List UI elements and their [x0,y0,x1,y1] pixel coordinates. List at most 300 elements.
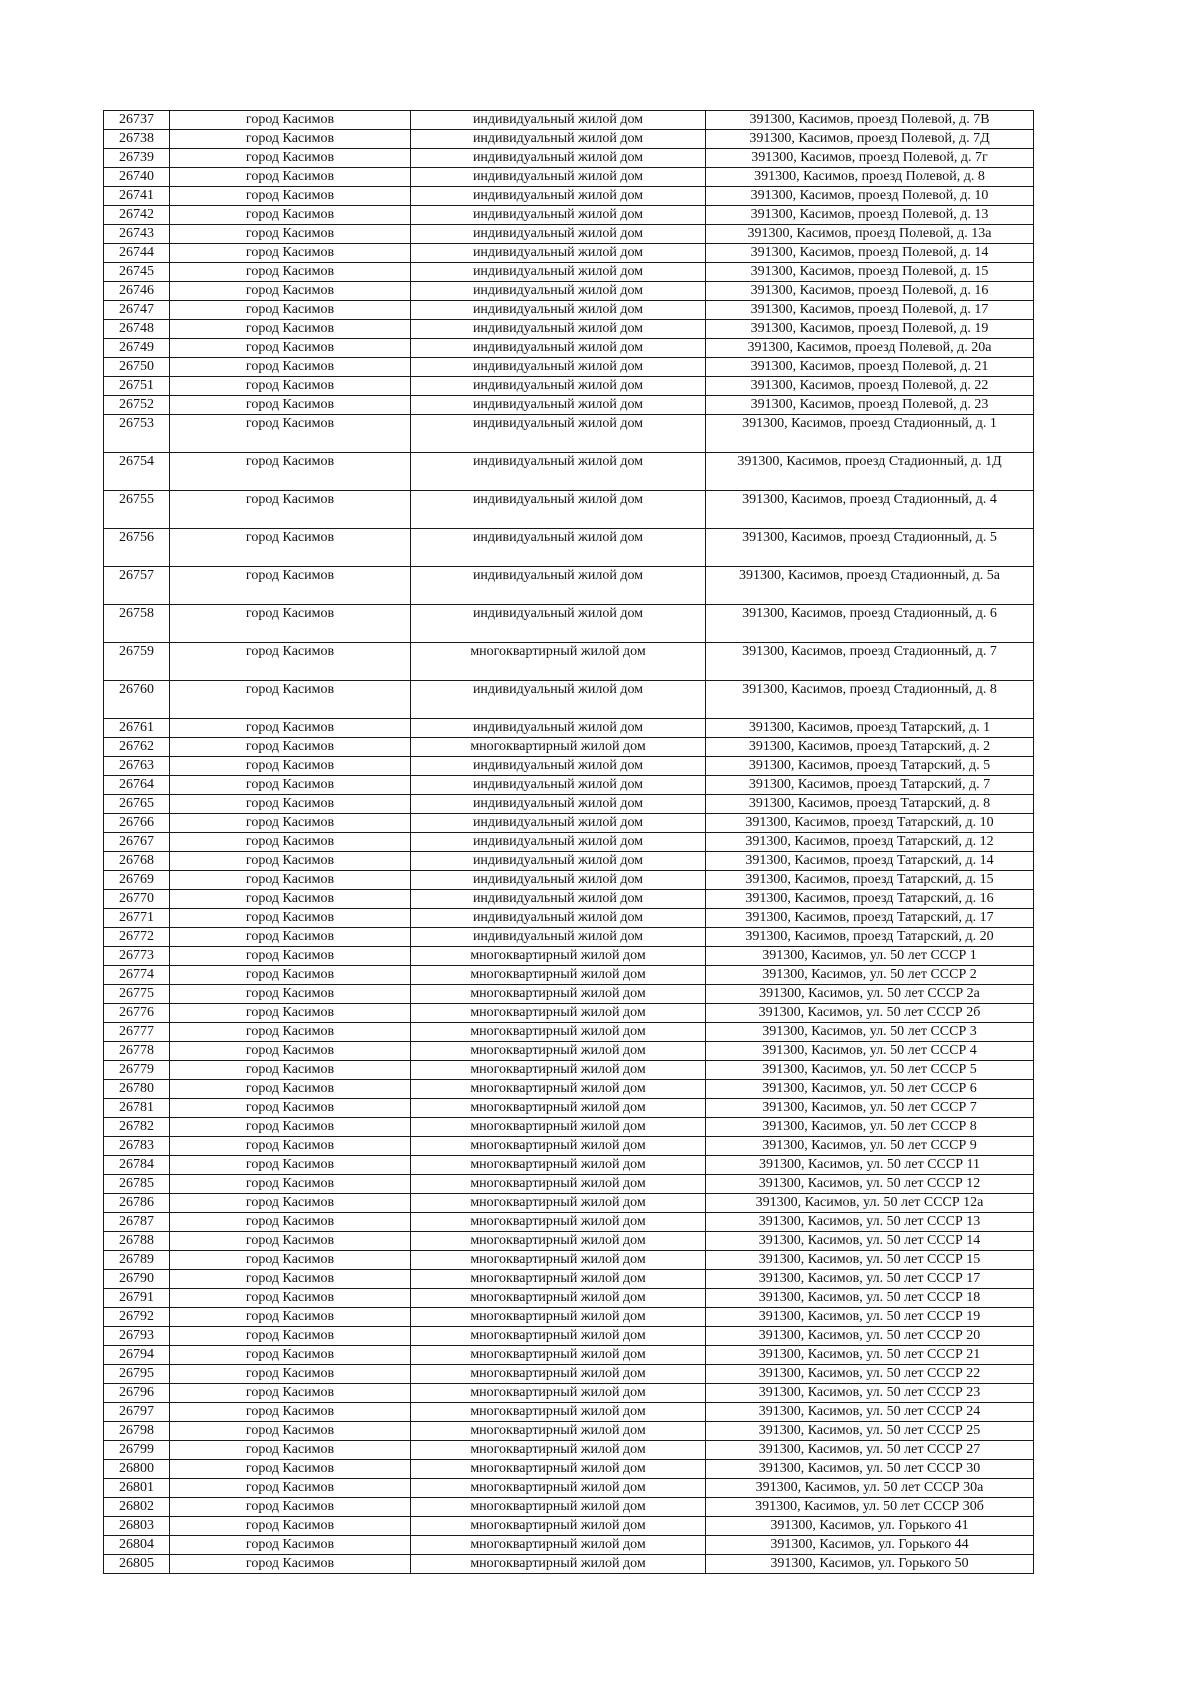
cell-locality: город Касимов [170,776,411,795]
cell-locality: город Касимов [170,1479,411,1498]
cell-address: 391300, Касимов, проезд Полевой, д. 13 [706,206,1034,225]
cell-address: 391300, Касимов, ул. 50 лет СССР 19 [706,1308,1034,1327]
cell-building-type: многоквартирный жилой дом [411,1498,706,1517]
cell-locality: город Касимов [170,1080,411,1099]
cell-building-type: многоквартирный жилой дом [411,1213,706,1232]
cell-address: 391300, Касимов, проезд Стадионный, д. 1 [706,415,1034,453]
cell-building-type: многоквартирный жилой дом [411,1365,706,1384]
cell-address: 391300, Касимов, ул. 50 лет СССР 24 [706,1403,1034,1422]
cell-address: 391300, Касимов, ул. 50 лет СССР 30а [706,1479,1034,1498]
cell-locality: город Касимов [170,814,411,833]
cell-locality: город Касимов [170,1460,411,1479]
table-row [104,149,1034,168]
cell-address: 391300, Касимов, проезд Полевой, д. 22 [706,377,1034,396]
table-row [104,1118,1034,1137]
cell-building-type: многоквартирный жилой дом [411,1042,706,1061]
cell-record-number: 26790 [104,1270,170,1289]
cell-record-number: 26773 [104,947,170,966]
table-row [104,282,1034,301]
table-row [104,453,1034,491]
cell-building-type: многоквартирный жилой дом [411,1441,706,1460]
table-row [104,1441,1034,1460]
cell-address: 391300, Касимов, ул. 50 лет СССР 6 [706,1080,1034,1099]
cell-address: 391300, Касимов, проезд Стадионный, д. 1Д [706,453,1034,491]
table-row [104,1061,1034,1080]
cell-record-number: 26800 [104,1460,170,1479]
cell-record-number: 26743 [104,225,170,244]
cell-record-number: 26772 [104,928,170,947]
cell-building-type: индивидуальный жилой дом [411,852,706,871]
table-row [104,1403,1034,1422]
cell-locality: город Касимов [170,985,411,1004]
cell-locality: город Касимов [170,1251,411,1270]
cell-building-type: многоквартирный жилой дом [411,1308,706,1327]
cell-address: 391300, Касимов, проезд Татарский, д. 17 [706,909,1034,928]
cell-building-type: многоквартирный жилой дом [411,1289,706,1308]
cell-locality: город Касимов [170,871,411,890]
cell-record-number: 26796 [104,1384,170,1403]
table-row [104,491,1034,529]
cell-locality: город Касимов [170,263,411,282]
cell-record-number: 26747 [104,301,170,320]
cell-building-type: многоквартирный жилой дом [411,985,706,1004]
cell-building-type: индивидуальный жилой дом [411,415,706,453]
cell-record-number: 26771 [104,909,170,928]
cell-building-type: многоквартирный жилой дом [411,643,706,681]
cell-building-type: индивидуальный жилой дом [411,795,706,814]
table-row [104,1289,1034,1308]
cell-record-number: 26795 [104,1365,170,1384]
cell-building-type: индивидуальный жилой дом [411,377,706,396]
cell-building-type: многоквартирный жилой дом [411,1004,706,1023]
cell-record-number: 26778 [104,1042,170,1061]
cell-locality: город Касимов [170,282,411,301]
cell-locality: город Касимов [170,852,411,871]
housing-registry-table [103,110,1034,1574]
table-row [104,1555,1034,1574]
cell-record-number: 26750 [104,358,170,377]
cell-locality: город Касимов [170,1270,411,1289]
cell-record-number: 26745 [104,263,170,282]
table-row [104,415,1034,453]
cell-locality: город Касимов [170,187,411,206]
cell-locality: город Касимов [170,738,411,757]
cell-building-type: многоквартирный жилой дом [411,966,706,985]
table-row [104,909,1034,928]
cell-building-type: многоквартирный жилой дом [411,1175,706,1194]
cell-address: 391300, Касимов, проезд Полевой, д. 7В [706,111,1034,130]
cell-locality: город Касимов [170,1422,411,1441]
table-row [104,396,1034,415]
cell-address: 391300, Касимов, проезд Полевой, д. 8 [706,168,1034,187]
cell-address: 391300, Касимов, ул. 50 лет СССР 2 [706,966,1034,985]
table-row [104,1080,1034,1099]
cell-building-type: многоквартирный жилой дом [411,1080,706,1099]
cell-address: 391300, Касимов, проезд Стадионный, д. 5а [706,567,1034,605]
cell-address: 391300, Касимов, ул. 50 лет СССР 22 [706,1365,1034,1384]
cell-building-type: индивидуальный жилой дом [411,339,706,358]
cell-building-type: многоквартирный жилой дом [411,1061,706,1080]
table-row [104,852,1034,871]
cell-address: 391300, Касимов, ул. 50 лет СССР 1 [706,947,1034,966]
cell-address: 391300, Касимов, проезд Татарский, д. 10 [706,814,1034,833]
table-row [104,320,1034,339]
table-row [104,1042,1034,1061]
cell-building-type: многоквартирный жилой дом [411,1517,706,1536]
cell-locality: город Касимов [170,1137,411,1156]
cell-address: 391300, Касимов, проезд Татарский, д. 8 [706,795,1034,814]
table-row [104,1175,1034,1194]
table-row [104,1213,1034,1232]
cell-address: 391300, Касимов, проезд Стадионный, д. 8 [706,681,1034,719]
cell-building-type: индивидуальный жилой дом [411,928,706,947]
cell-address: 391300, Касимов, ул. 50 лет СССР 13 [706,1213,1034,1232]
cell-building-type: многоквартирный жилой дом [411,1346,706,1365]
cell-record-number: 26758 [104,605,170,643]
cell-locality: город Касимов [170,1156,411,1175]
table-row [104,1536,1034,1555]
cell-record-number: 26765 [104,795,170,814]
cell-locality: город Касимов [170,111,411,130]
cell-record-number: 26776 [104,1004,170,1023]
table-row [104,377,1034,396]
cell-building-type: многоквартирный жилой дом [411,1460,706,1479]
cell-building-type: многоквартирный жилой дом [411,1232,706,1251]
table-row [104,1384,1034,1403]
cell-address: 391300, Касимов, ул. 50 лет СССР 12 [706,1175,1034,1194]
table-row [104,1422,1034,1441]
cell-locality: город Касимов [170,1536,411,1555]
cell-locality: город Касимов [170,1327,411,1346]
cell-locality: город Касимов [170,890,411,909]
cell-building-type: многоквартирный жилой дом [411,1023,706,1042]
cell-locality: город Касимов [170,643,411,681]
cell-address: 391300, Касимов, проезд Татарский, д. 2 [706,738,1034,757]
cell-building-type: многоквартирный жилой дом [411,947,706,966]
cell-building-type: многоквартирный жилой дом [411,1118,706,1137]
cell-address: 391300, Касимов, проезд Полевой, д. 7г [706,149,1034,168]
table-row [104,605,1034,643]
cell-locality: город Касимов [170,1232,411,1251]
cell-locality: город Касимов [170,1099,411,1118]
cell-locality: город Касимов [170,1061,411,1080]
table-row [104,244,1034,263]
table-row [104,871,1034,890]
cell-address: 391300, Касимов, ул. 50 лет СССР 4 [706,1042,1034,1061]
cell-record-number: 26738 [104,130,170,149]
cell-record-number: 26797 [104,1403,170,1422]
cell-address: 391300, Касимов, ул. 50 лет СССР 23 [706,1384,1034,1403]
cell-record-number: 26751 [104,377,170,396]
cell-locality: город Касимов [170,681,411,719]
cell-building-type: индивидуальный жилой дом [411,301,706,320]
cell-building-type: многоквартирный жилой дом [411,1422,706,1441]
cell-record-number: 26759 [104,643,170,681]
table-row [104,1479,1034,1498]
cell-building-type: многоквартирный жилой дом [411,1403,706,1422]
cell-address: 391300, Касимов, ул. 50 лет СССР 17 [706,1270,1034,1289]
cell-locality: город Касимов [170,947,411,966]
table-row [104,947,1034,966]
cell-building-type: индивидуальный жилой дом [411,149,706,168]
cell-building-type: многоквартирный жилой дом [411,1536,706,1555]
cell-record-number: 26739 [104,149,170,168]
cell-record-number: 26742 [104,206,170,225]
cell-locality: город Касимов [170,491,411,529]
cell-address: 391300, Касимов, проезд Татарский, д. 1 [706,719,1034,738]
cell-building-type: индивидуальный жилой дом [411,757,706,776]
table-row [104,1023,1034,1042]
cell-locality: город Касимов [170,225,411,244]
cell-record-number: 26737 [104,111,170,130]
cell-locality: город Касимов [170,301,411,320]
cell-building-type: индивидуальный жилой дом [411,776,706,795]
cell-building-type: индивидуальный жилой дом [411,491,706,529]
table-row [104,1327,1034,1346]
cell-locality: город Касимов [170,377,411,396]
table-row [104,1517,1034,1536]
cell-address: 391300, Касимов, проезд Полевой, д. 7Д [706,130,1034,149]
cell-record-number: 26744 [104,244,170,263]
cell-building-type: индивидуальный жилой дом [411,111,706,130]
cell-address: 391300, Касимов, проезд Стадионный, д. 7 [706,643,1034,681]
cell-building-type: индивидуальный жилой дом [411,396,706,415]
cell-building-type: индивидуальный жилой дом [411,681,706,719]
cell-address: 391300, Касимов, проезд Татарский, д. 7 [706,776,1034,795]
cell-locality: город Касимов [170,396,411,415]
table-row [104,1498,1034,1517]
cell-record-number: 26762 [104,738,170,757]
cell-record-number: 26792 [104,1308,170,1327]
table-row [104,206,1034,225]
cell-building-type: индивидуальный жилой дом [411,890,706,909]
table-row [104,358,1034,377]
table-row [104,643,1034,681]
cell-record-number: 26782 [104,1118,170,1137]
cell-address: 391300, Касимов, ул. Горького 44 [706,1536,1034,1555]
cell-locality: город Касимов [170,567,411,605]
cell-address: 391300, Касимов, проезд Полевой, д. 23 [706,396,1034,415]
cell-address: 391300, Касимов, проезд Полевой, д. 21 [706,358,1034,377]
cell-address: 391300, Касимов, проезд Полевой, д. 16 [706,282,1034,301]
cell-building-type: многоквартирный жилой дом [411,1099,706,1118]
table-row [104,168,1034,187]
cell-address: 391300, Касимов, ул. 50 лет СССР 14 [706,1232,1034,1251]
cell-record-number: 26774 [104,966,170,985]
cell-record-number: 26769 [104,871,170,890]
cell-record-number: 26789 [104,1251,170,1270]
cell-record-number: 26779 [104,1061,170,1080]
cell-address: 391300, Касимов, проезд Полевой, д. 15 [706,263,1034,282]
cell-locality: город Касимов [170,1042,411,1061]
table-row [104,111,1034,130]
cell-record-number: 26793 [104,1327,170,1346]
cell-record-number: 26746 [104,282,170,301]
cell-address: 391300, Касимов, ул. 50 лет СССР 5 [706,1061,1034,1080]
cell-locality: город Касимов [170,1498,411,1517]
cell-record-number: 26741 [104,187,170,206]
table-row [104,776,1034,795]
table-row [104,1308,1034,1327]
table-row [104,1460,1034,1479]
cell-building-type: индивидуальный жилой дом [411,605,706,643]
table-row [104,814,1034,833]
cell-record-number: 26763 [104,757,170,776]
cell-locality: город Касимов [170,415,411,453]
cell-locality: город Касимов [170,1175,411,1194]
table-row [104,795,1034,814]
cell-record-number: 26788 [104,1232,170,1251]
cell-record-number: 26801 [104,1479,170,1498]
table-row [104,263,1034,282]
cell-locality: город Касимов [170,453,411,491]
cell-address: 391300, Касимов, ул. 50 лет СССР 25 [706,1422,1034,1441]
cell-building-type: индивидуальный жилой дом [411,453,706,491]
cell-record-number: 26768 [104,852,170,871]
cell-address: 391300, Касимов, проезд Стадионный, д. 6 [706,605,1034,643]
cell-address: 391300, Касимов, проезд Полевой, д. 13а [706,225,1034,244]
table-row [104,529,1034,567]
cell-record-number: 26756 [104,529,170,567]
cell-address: 391300, Касимов, проезд Полевой, д. 10 [706,187,1034,206]
cell-record-number: 26766 [104,814,170,833]
cell-building-type: многоквартирный жилой дом [411,1270,706,1289]
cell-building-type: многоквартирный жилой дом [411,1251,706,1270]
cell-locality: город Касимов [170,1517,411,1536]
cell-locality: город Касимов [170,1289,411,1308]
table-body [104,111,1034,1574]
cell-address: 391300, Касимов, проезд Татарский, д. 15 [706,871,1034,890]
cell-locality: город Касимов [170,339,411,358]
cell-locality: город Касимов [170,1403,411,1422]
cell-building-type: индивидуальный жилой дом [411,130,706,149]
cell-locality: город Касимов [170,1555,411,1574]
cell-address: 391300, Касимов, проезд Полевой, д. 17 [706,301,1034,320]
cell-record-number: 26767 [104,833,170,852]
cell-locality: город Касимов [170,757,411,776]
table-row [104,1194,1034,1213]
cell-address: 391300, Касимов, проезд Татарский, д. 14 [706,852,1034,871]
cell-record-number: 26799 [104,1441,170,1460]
cell-locality: город Касимов [170,1004,411,1023]
cell-address: 391300, Касимов, проезд Полевой, д. 14 [706,244,1034,263]
table-row [104,757,1034,776]
cell-building-type: многоквартирный жилой дом [411,1194,706,1213]
table-row [104,1232,1034,1251]
cell-address: 391300, Касимов, проезд Татарский, д. 16 [706,890,1034,909]
table-row [104,966,1034,985]
cell-building-type: индивидуальный жилой дом [411,871,706,890]
cell-address: 391300, Касимов, ул. 50 лет СССР 20 [706,1327,1034,1346]
cell-address: 391300, Касимов, ул. 50 лет СССР 11 [706,1156,1034,1175]
cell-locality: город Касимов [170,1213,411,1232]
cell-address: 391300, Касимов, ул. Горького 50 [706,1555,1034,1574]
cell-address: 391300, Касимов, ул. 50 лет СССР 12а [706,1194,1034,1213]
table-row [104,1346,1034,1365]
cell-building-type: многоквартирный жилой дом [411,1156,706,1175]
table-row [104,1137,1034,1156]
cell-building-type: индивидуальный жилой дом [411,244,706,263]
cell-address: 391300, Касимов, проезд Полевой, д. 20а [706,339,1034,358]
cell-building-type: индивидуальный жилой дом [411,567,706,605]
cell-locality: город Касимов [170,928,411,947]
cell-locality: город Касимов [170,833,411,852]
cell-record-number: 26770 [104,890,170,909]
table-row [104,301,1034,320]
cell-record-number: 26748 [104,320,170,339]
cell-locality: город Касимов [170,966,411,985]
cell-locality: город Касимов [170,529,411,567]
table-row [104,1365,1034,1384]
table-row [104,985,1034,1004]
cell-record-number: 26798 [104,1422,170,1441]
cell-address: 391300, Касимов, ул. 50 лет СССР 30 [706,1460,1034,1479]
cell-record-number: 26783 [104,1137,170,1156]
cell-address: 391300, Касимов, проезд Татарский, д. 20 [706,928,1034,947]
cell-locality: город Касимов [170,1308,411,1327]
cell-address: 391300, Касимов, проезд Татарский, д. 12 [706,833,1034,852]
cell-building-type: индивидуальный жилой дом [411,187,706,206]
cell-record-number: 26749 [104,339,170,358]
cell-locality: город Касимов [170,358,411,377]
cell-record-number: 26784 [104,1156,170,1175]
cell-address: 391300, Касимов, ул. 50 лет СССР 15 [706,1251,1034,1270]
cell-address: 391300, Касимов, ул. 50 лет СССР 2а [706,985,1034,1004]
table-row [104,339,1034,358]
cell-record-number: 26753 [104,415,170,453]
cell-locality: город Касимов [170,1118,411,1137]
cell-building-type: многоквартирный жилой дом [411,1327,706,1346]
cell-building-type: индивидуальный жилой дом [411,833,706,852]
table-row [104,833,1034,852]
cell-record-number: 26794 [104,1346,170,1365]
cell-building-type: многоквартирный жилой дом [411,1384,706,1403]
cell-address: 391300, Касимов, ул. 50 лет СССР 7 [706,1099,1034,1118]
cell-record-number: 26803 [104,1517,170,1536]
cell-locality: город Касимов [170,1441,411,1460]
table-row [104,1270,1034,1289]
cell-record-number: 26740 [104,168,170,187]
cell-building-type: индивидуальный жилой дом [411,263,706,282]
table-row [104,928,1034,947]
cell-record-number: 26787 [104,1213,170,1232]
cell-record-number: 26780 [104,1080,170,1099]
cell-building-type: многоквартирный жилой дом [411,1479,706,1498]
cell-address: 391300, Касимов, ул. 50 лет СССР 27 [706,1441,1034,1460]
cell-record-number: 26802 [104,1498,170,1517]
table-row [104,567,1034,605]
cell-locality: город Касимов [170,909,411,928]
cell-record-number: 26777 [104,1023,170,1042]
cell-locality: город Касимов [170,1384,411,1403]
table-row [104,1099,1034,1118]
cell-record-number: 26786 [104,1194,170,1213]
table-row [104,187,1034,206]
table-row [104,225,1034,244]
cell-record-number: 26781 [104,1099,170,1118]
cell-address: 391300, Касимов, ул. 50 лет СССР 2б [706,1004,1034,1023]
cell-address: 391300, Касимов, проезд Полевой, д. 19 [706,320,1034,339]
cell-address: 391300, Касимов, ул. 50 лет СССР 9 [706,1137,1034,1156]
cell-record-number: 26757 [104,567,170,605]
cell-record-number: 26791 [104,1289,170,1308]
cell-record-number: 26755 [104,491,170,529]
cell-address: 391300, Касимов, ул. 50 лет СССР 21 [706,1346,1034,1365]
table-row [104,1251,1034,1270]
cell-record-number: 26764 [104,776,170,795]
table-row [104,890,1034,909]
cell-record-number: 26754 [104,453,170,491]
